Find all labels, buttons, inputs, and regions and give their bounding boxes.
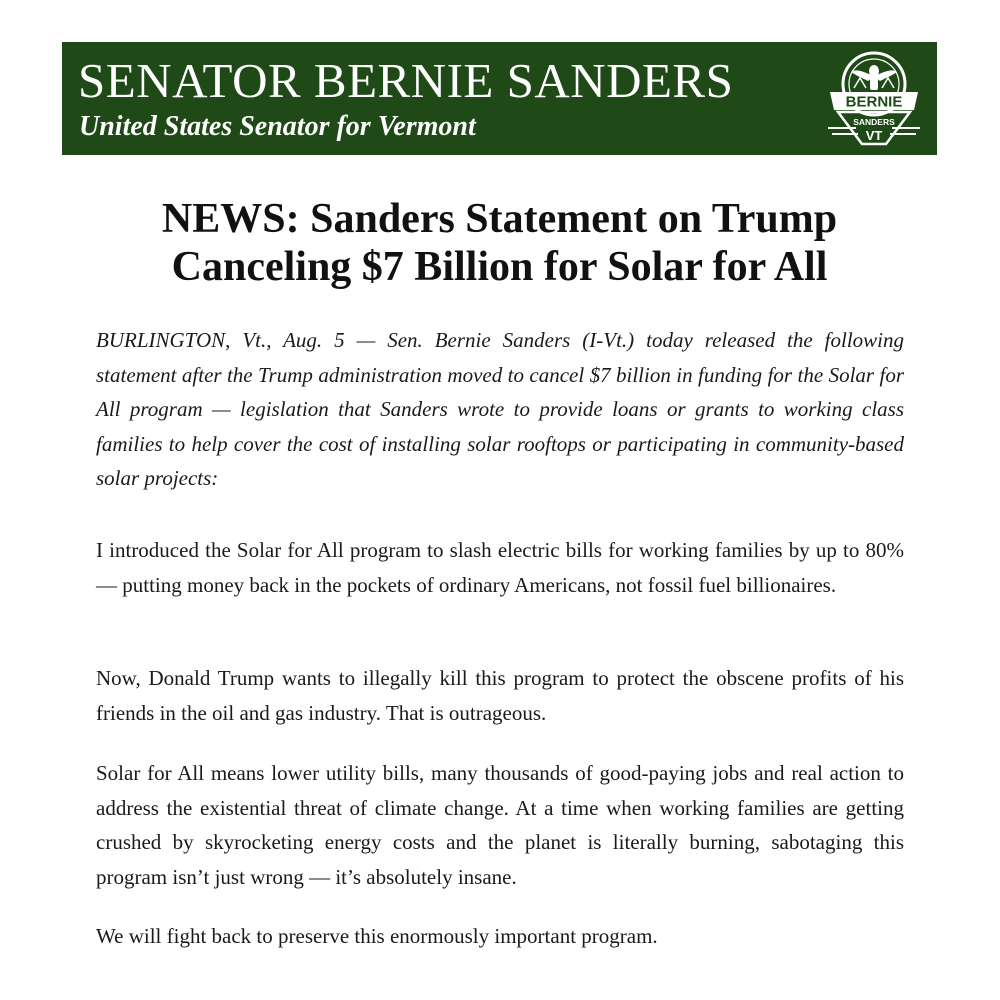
banner-subtitle: United States Senator for Vermont	[79, 111, 476, 142]
statement-paragraph-1: I introduced the Solar for All program to slash electric bills for working families by up to 80% — putting money back in the pockets of ordinary Americans, not fossil fuel billionaires.	[96, 538, 904, 597]
seal-state: VT	[865, 128, 883, 143]
lede-paragraph: BURLINGTON, Vt., Aug. 5 — Sen. Bernie Sanders (I-Vt.) today released the following statement after the Trump administration moved to cancel $7 billion in funding for the Solar for All program — legislation that Sanders wrote to provide loans or grants to working class families to help cover the cost of installing solar rooftops or participating in community-based solar projects:	[96, 328, 904, 490]
statement-paragraph-4: We will fight back to preserve this enormously important program.	[96, 924, 658, 948]
statement-paragraph-3: Solar for All means lower utility bills, many thousands of good-paying jobs and real action to address the existential threat of climate change. At a time when working families are getting crushed by skyrocketing energy costs and the planet is literally burning, sabotaging this program isn’t just wrong — it’s absolutely insane.	[96, 761, 904, 889]
seal-name: BERNIE	[845, 93, 903, 111]
seal-sub: SANDERS	[853, 117, 895, 127]
statement-paragraph-2: Now, Donald Trump wants to illegally kill this program to protect the obscene profits of his friends in the oil and gas industry. That is outrageous.	[96, 666, 904, 725]
senator-banner	[62, 42, 937, 155]
headline-line-1: NEWS: Sanders Statement on Trump	[161, 196, 838, 242]
vermont-seal-logo	[824, 48, 924, 150]
headline-line-2: Canceling $7 Billion for Solar for All	[171, 244, 828, 290]
banner-title: SENATOR BERNIE SANDERS	[78, 53, 734, 108]
headline	[62, 195, 937, 291]
